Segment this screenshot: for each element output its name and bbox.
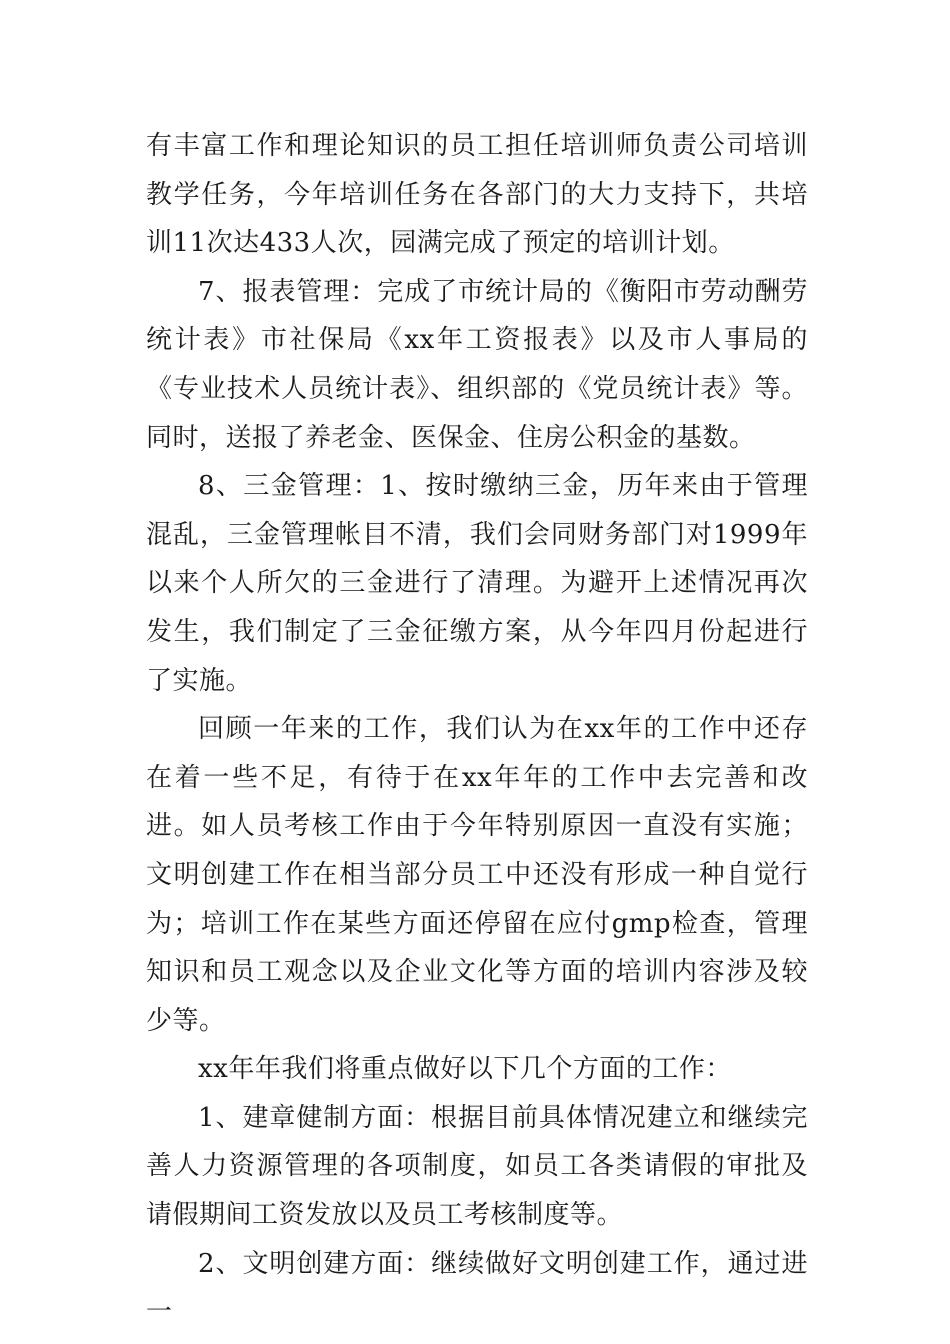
paragraph-training-continued: 有丰富工作和理论知识的员工担任培训师负责公司培训教学任务，今年培训任务在各部门的大力支持下，共培训11次达433人次，园满完成了预定的培训计划。	[146, 131, 808, 259]
document-page	[146, 122, 808, 1337]
paragraph-three-funds-management: 8、三金管理：1、按时缴纳三金，历年来由于管理混乱，三金管理帐目不清，我们会同财务部门对1999年以来个人所欠的三金进行了清理。为避开上述情况再次发生，我们制定了三金征缴方案，从今年四月份起进行了实施。	[146, 471, 808, 696]
paragraph-annual-review: 回顾一年来的工作，我们认为在xx年的工作中还存在着一些不足，有待于在xx年年的工作中去完善和改进。如人员考核工作由于今年特别原因一直没有实施；文明创建工作在相当部分员工中还没有形成一种自觉行为；培训工作在某些方面还停留在应付gmp检查，管理知识和员工观念以及企业文化等方面的培训内容涉及较少等。	[146, 714, 808, 1036]
paragraph-next-year-intro: xx年年我们将重点做好以下几个方面的工作：	[198, 1054, 732, 1085]
paragraph-civilization-building: 2、文明创建方面：继续做好文明创建工作，通过进一	[146, 1248, 808, 1328]
paragraph-report-management: 7、报表管理：完成了市统计局的《衡阳市劳动酬劳统计表》市社保局《xx年工资报表》以及市人事局的《专业技术人员统计表》、组织部的《党员统计表》等。同时，送报了养老金、医保金、住房公积金的基数。	[146, 276, 808, 453]
paragraph-rules-system: 1、建章健制方面：根据目前具体情况建立和继续完善人力资源管理的各项制度，如员工各类请假的审批及请假期间工资发放以及员工考核制度等。	[146, 1102, 808, 1231]
